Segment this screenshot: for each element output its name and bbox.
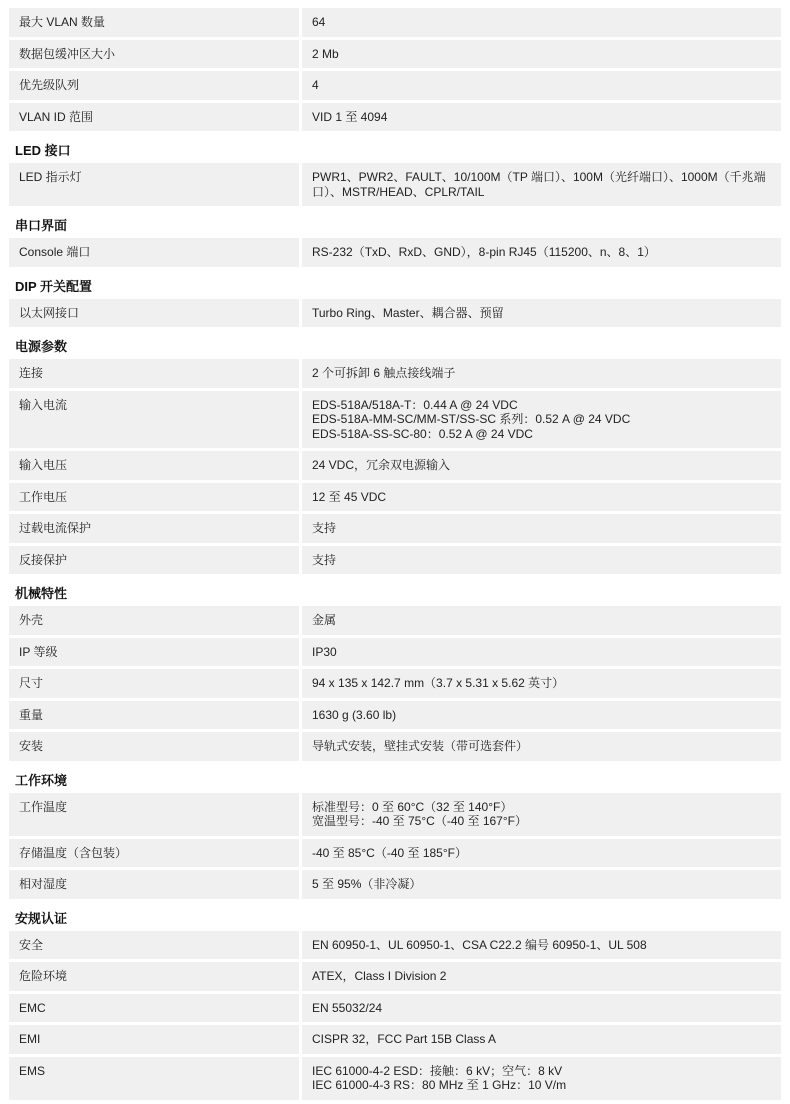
spec-value	[302, 238, 781, 267]
spec-value-line: 64	[312, 15, 326, 29]
spec-row	[9, 299, 781, 328]
spec-value-line: CISPR 32，FCC Part 15B Class A	[312, 1032, 497, 1046]
spec-row	[9, 514, 781, 543]
spec-row	[9, 1057, 781, 1100]
spec-value-line: 94 x 135 x 142.7 mm（3.7 x 5.31 x 5.62 英寸）	[312, 676, 565, 690]
spec-row	[9, 669, 781, 698]
spec-row	[9, 732, 781, 761]
spec-label: 以太网接口	[9, 299, 299, 328]
section-title: 工作环境	[15, 772, 68, 788]
spec-value	[302, 514, 781, 543]
spec-value-line: 5 至 95%（非冷凝）	[312, 877, 422, 891]
spec-value-line: IEC 61000-4-2 ESD：接触：6 kV；空气：8 kV	[312, 1063, 563, 1078]
spec-label: VLAN ID 范围	[9, 103, 299, 132]
spec-value	[302, 638, 781, 667]
spec-value-line: EDS-518A-MM-SC/MM-ST/SS-SC 系列：0.52 A @ 24 VDC	[312, 412, 631, 426]
spec-row	[9, 638, 781, 667]
spec-value-line: IEC 61000-4-3 RS：80 MHz 至 1 GHz：10 V/m	[312, 1078, 567, 1092]
spec-value	[302, 483, 781, 512]
spec-value-line: 12 至 45 VDC	[312, 489, 387, 504]
spec-value-line: 2 Mb	[312, 46, 339, 61]
spec-label: 输入电压	[9, 451, 299, 480]
spec-row	[9, 238, 781, 267]
spec-row	[9, 451, 781, 480]
spec-value	[302, 163, 781, 206]
spec-value	[302, 1057, 781, 1100]
spec-value-line: EDS-518A-SS-SC-80：0.52 A @ 24 VDC	[312, 426, 533, 441]
spec-label: 工作电压	[9, 483, 299, 512]
spec-value-line: VID 1 至 4094	[312, 109, 388, 124]
spec-label: Console 端口	[9, 238, 299, 267]
spec-value	[302, 669, 781, 698]
spec-label: 安全	[9, 931, 299, 960]
spec-value	[302, 40, 781, 69]
spec-label: 最大 VLAN 数量	[9, 8, 299, 37]
spec-label: 存储温度（含包装）	[9, 839, 299, 868]
spec-row	[9, 483, 781, 512]
section-title: 串口界面	[15, 218, 68, 233]
spec-row	[9, 163, 781, 206]
spec-value-line: ATEX，Class I Division 2	[312, 969, 447, 983]
spec-value	[302, 994, 781, 1023]
spec-label: 危险环境	[9, 962, 299, 991]
spec-value	[302, 1025, 781, 1054]
spec-value	[302, 793, 781, 836]
spec-label: EMI	[9, 1025, 299, 1054]
spec-label: LED 指示灯	[9, 163, 299, 206]
spec-value	[302, 701, 781, 730]
spec-label: 外壳	[9, 606, 299, 635]
spec-label: 反接保护	[9, 546, 299, 575]
spec-row	[9, 391, 781, 449]
section-title: DIP 开关配置	[15, 278, 93, 294]
spec-label: 尺寸	[9, 669, 299, 698]
spec-value-line: IP30	[312, 644, 337, 659]
spec-row	[9, 359, 781, 388]
spec-label: 优先级队列	[9, 71, 299, 100]
spec-value	[302, 8, 781, 37]
spec-value	[302, 359, 781, 388]
spec-label: 相对湿度	[9, 870, 299, 899]
spec-label: 数据包缓冲区大小	[9, 40, 299, 69]
spec-value-line: 支持	[312, 552, 337, 567]
spec-value-line: EDS-518A/518A-T：0.44 A @ 24 VDC	[312, 397, 518, 412]
section-title: LED 接口	[15, 143, 71, 158]
spec-value-line: 1630 g (3.60 lb)	[312, 707, 397, 722]
spec-value-line: RS-232（TxD、RxD、GND），8-pin RJ45（115200、n、8、1）	[312, 245, 656, 259]
spec-row	[9, 931, 781, 960]
spec-row	[9, 8, 781, 37]
spec-value	[302, 391, 781, 449]
spec-value	[302, 103, 781, 132]
spec-row	[9, 870, 781, 899]
section-title: 安规认证	[15, 910, 68, 926]
spec-value-line: 标准型号：0 至 60°C（32 至 140°F）	[312, 799, 513, 814]
spec-row	[9, 606, 781, 635]
spec-row	[9, 701, 781, 730]
spec-label: 过载电流保护	[9, 514, 299, 543]
spec-value	[302, 546, 781, 575]
spec-value-line: Turbo Ring、Master、耦合器、预留	[312, 305, 504, 320]
spec-label: 输入电流	[9, 391, 299, 449]
spec-row	[9, 71, 781, 100]
spec-label: 工作温度	[9, 793, 299, 836]
spec-value-line: -40 至 85°C（-40 至 185°F）	[312, 845, 467, 860]
spec-row	[9, 1025, 781, 1054]
section-title: 电源参数	[15, 339, 68, 354]
spec-value	[302, 962, 781, 991]
spec-value-line: EN 60950-1、UL 60950-1、CSA C22.2 编号 60950-1、UL 508	[312, 937, 647, 952]
spec-label: IP 等级	[9, 638, 299, 667]
spec-row	[9, 962, 781, 991]
spec-row	[9, 546, 781, 575]
spec-value-line: EN 55032/24	[312, 1000, 383, 1015]
spec-value-line: 24 VDC，冗余双电源输入	[312, 458, 451, 472]
spec-row	[9, 994, 781, 1023]
spec-value-line: 2 个可拆卸 6 触点接线端子	[312, 366, 456, 380]
spec-value-line: 支持	[312, 521, 337, 535]
spec-value	[302, 451, 781, 480]
spec-label: EMS	[9, 1057, 299, 1100]
spec-row	[9, 839, 781, 868]
section-title: 机械特性	[15, 586, 68, 601]
spec-value-line: 4	[312, 78, 319, 92]
spec-row	[9, 40, 781, 69]
spec-label: EMC	[9, 994, 299, 1023]
spec-label: 重量	[9, 701, 299, 730]
spec-value-line: PWR1、PWR2、FAULT、10/100M（TP 端口）、100M（光纤端口）、1000M（千兆端	[312, 170, 766, 184]
spec-value-line: 口）、MSTR/HEAD、CPLR/TAIL	[312, 184, 485, 199]
spec-value-line: 导轨式安装，壁挂式安装（带可选套件）	[312, 739, 529, 753]
spec-value	[302, 732, 781, 761]
spec-value-line: 宽温型号：-40 至 75°C（-40 至 167°F）	[312, 814, 527, 828]
spec-value	[302, 299, 781, 328]
spec-value	[302, 931, 781, 960]
spec-value	[302, 870, 781, 899]
spec-value-line: 金属	[312, 613, 337, 627]
spec-value	[302, 839, 781, 868]
spec-value	[302, 71, 781, 100]
spec-label: 连接	[9, 359, 299, 388]
spec-row	[9, 103, 781, 132]
spec-label: 安装	[9, 732, 299, 761]
spec-row	[9, 793, 781, 836]
spec-value	[302, 606, 781, 635]
